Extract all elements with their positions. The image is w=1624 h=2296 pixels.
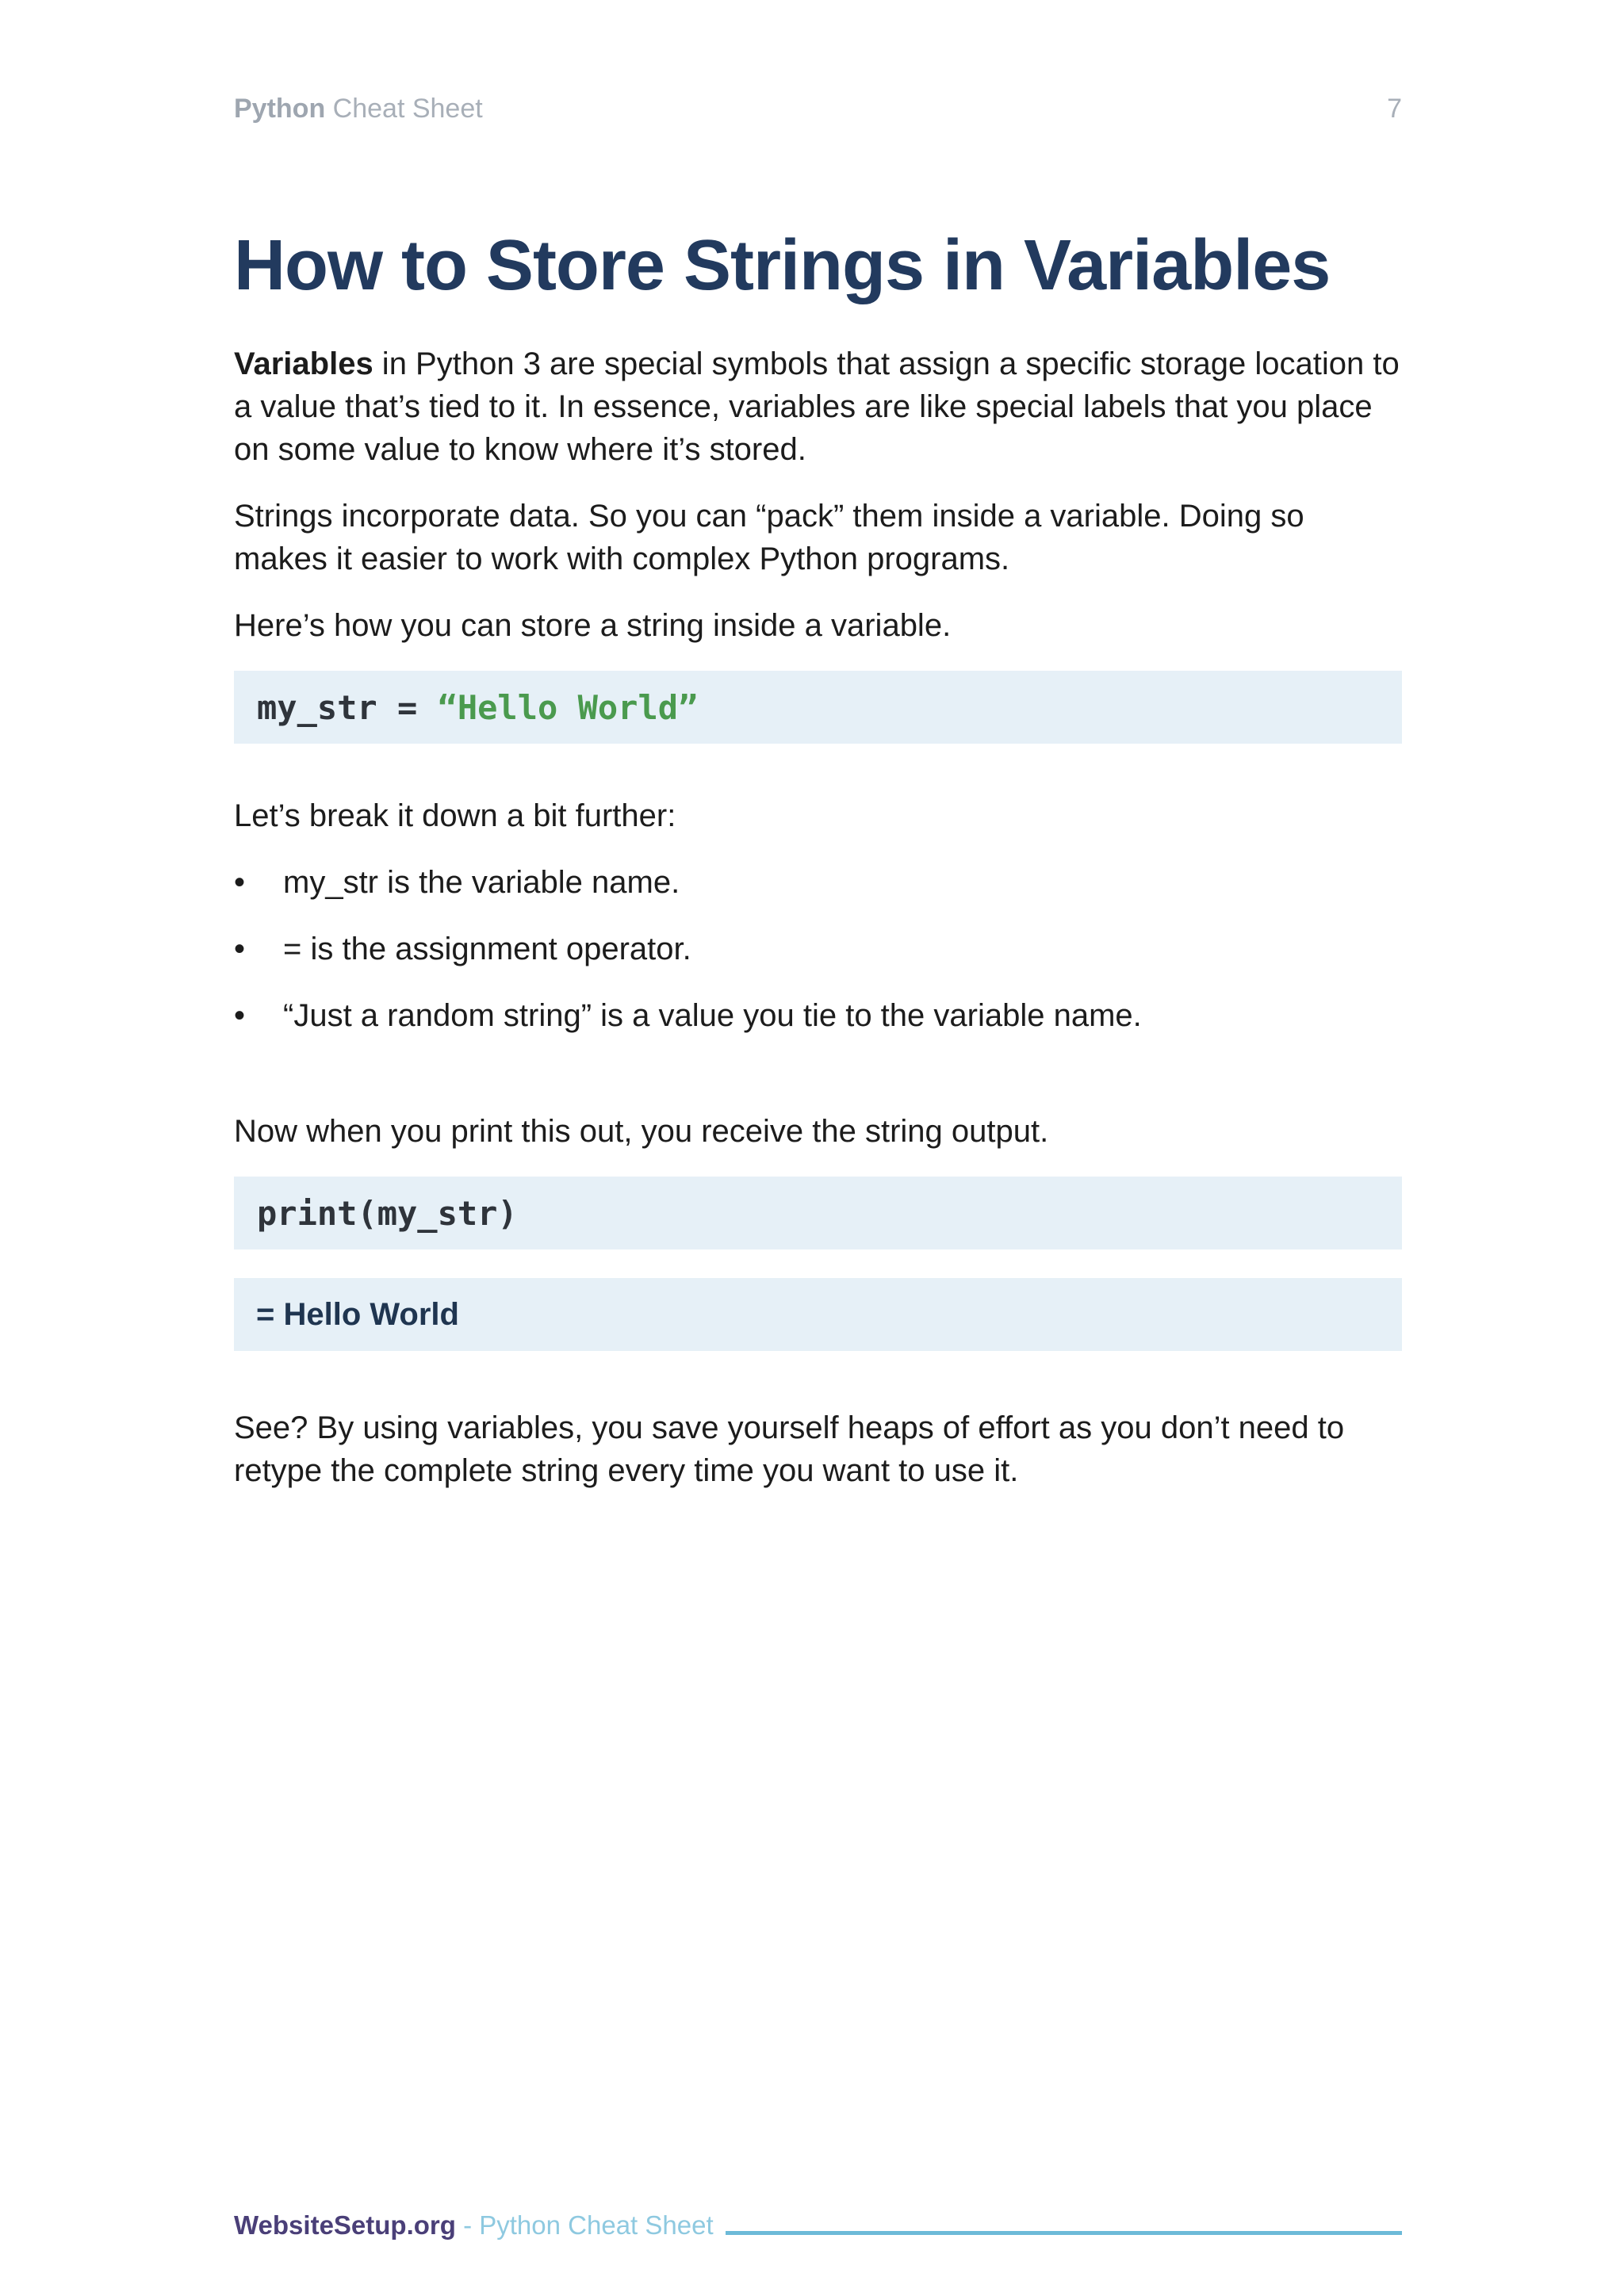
list-item-text: my_str is the variable name. xyxy=(283,865,680,900)
conclusion-paragraph: See? By using variables, you save yourself heaps of effort as you don’t need to retype the complete string every time you want to use it. xyxy=(234,1410,1345,1488)
store-paragraph: Here’s how you can store a string inside a variable. xyxy=(234,608,952,643)
page-title: How to Store Strings in Variables xyxy=(234,226,1331,305)
main-content xyxy=(234,222,1402,1516)
footer-site-link[interactable]: WebsiteSetup.org xyxy=(234,2210,456,2240)
breakdown-list xyxy=(234,861,1402,1037)
header-brand: Python xyxy=(234,94,326,124)
list-item xyxy=(234,861,1402,904)
output-block xyxy=(234,1278,1402,1351)
list-item xyxy=(234,994,1402,1037)
intro-text: in Python 3 are special symbols that assign a specific storage location to a value that’s tied to it. In essence, variables are like special labels that you place on some value to know where it’s stored. xyxy=(234,346,1400,467)
code-print: print(my_str) xyxy=(257,1193,518,1233)
strings-paragraph: Strings incorporate data. So you can “pack” them inside a variable. Doing so makes it easier to work with complex Python programs. xyxy=(234,499,1304,576)
footer-separator: - xyxy=(455,2210,480,2240)
footer-title: Python Cheat Sheet xyxy=(479,2210,714,2240)
code-lhs: my_str = xyxy=(257,687,438,727)
bullet-icon: • xyxy=(234,865,246,900)
page-footer xyxy=(234,2210,1402,2250)
list-item-text: = is the assignment operator. xyxy=(283,932,691,966)
bullet-icon: • xyxy=(234,932,246,966)
page-header xyxy=(234,94,1402,133)
list-item xyxy=(234,928,1402,970)
page-number: 7 xyxy=(1387,94,1402,124)
breakdown-paragraph: Let’s break it down a bit further: xyxy=(234,798,676,833)
header-title: Cheat Sheet xyxy=(332,94,483,124)
code-string-literal: “Hello World” xyxy=(437,687,699,727)
bullet-icon: • xyxy=(234,998,246,1033)
footer-rule xyxy=(726,2231,1402,2235)
output-text: = Hello World xyxy=(256,1296,459,1332)
list-item-text: “Just a random string” is a value you tie to the variable name. xyxy=(283,998,1142,1033)
print-paragraph: Now when you print this out, you receive the string output. xyxy=(234,1114,1049,1149)
intro-bold-term: Variables xyxy=(234,346,373,381)
code-block-print xyxy=(234,1177,1402,1249)
intro-paragraph xyxy=(234,342,1402,471)
code-block-assignment xyxy=(234,671,1402,744)
